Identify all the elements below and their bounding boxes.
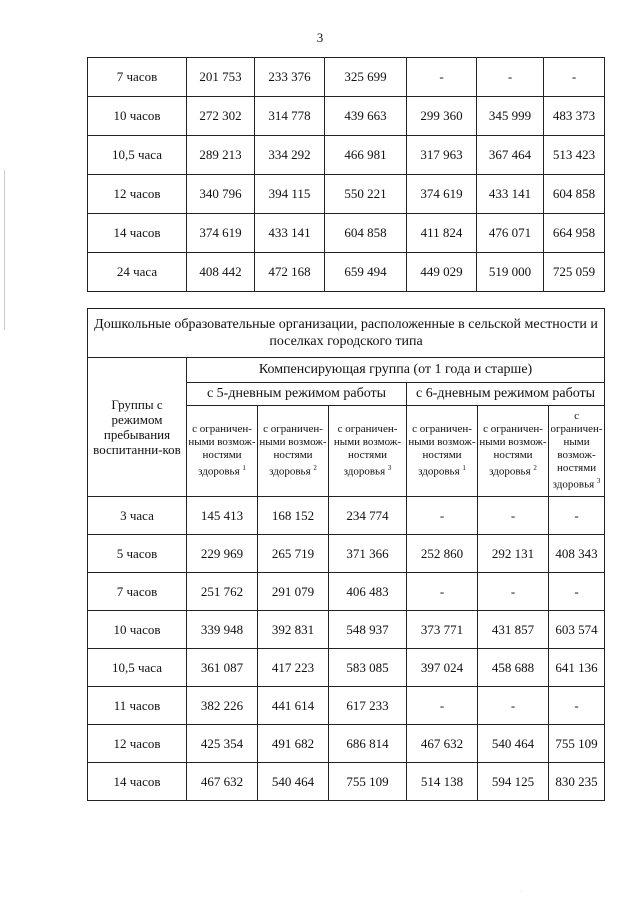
value-cell: 604 858	[325, 214, 407, 253]
value-cell: -	[407, 497, 478, 535]
row-label: 10 часов	[88, 611, 187, 649]
header-6-day: с 6-дневным режимом работы	[407, 383, 605, 406]
value-cell: -	[549, 687, 605, 725]
value-cell: -	[407, 573, 478, 611]
value-cell: 252 860	[407, 535, 478, 573]
value-cell: 617 233	[329, 687, 407, 725]
footnote-mark: 3	[596, 477, 601, 486]
column-header	[478, 406, 549, 497]
header-5-day: с 5-дневным режимом работы	[187, 383, 407, 406]
value-cell: 340 796	[187, 175, 255, 214]
value-cell: 755 109	[549, 725, 605, 763]
column-header-text: с ограничен-ными возмож-ностями здоровья	[259, 423, 327, 478]
value-cell: 431 857	[478, 611, 549, 649]
value-cell: 406 483	[329, 573, 407, 611]
footnote-mark: 3	[387, 464, 392, 473]
scan-edge-line	[4, 170, 5, 330]
rural-preschool-tariff-table	[87, 308, 605, 801]
value-cell: 441 614	[258, 687, 329, 725]
value-cell: 725 059	[544, 253, 605, 292]
value-cell: 519 000	[477, 253, 544, 292]
value-cell: 491 682	[258, 725, 329, 763]
row-label: 14 часов	[88, 214, 187, 253]
column-header	[258, 406, 329, 497]
value-cell: -	[407, 687, 478, 725]
value-cell: 466 981	[325, 136, 407, 175]
value-cell: 299 360	[407, 97, 477, 136]
value-cell: 397 024	[407, 649, 478, 687]
value-cell: 458 688	[478, 649, 549, 687]
value-cell: 265 719	[258, 535, 329, 573]
value-cell: -	[549, 497, 605, 535]
table-row	[88, 175, 605, 214]
value-cell: -	[549, 573, 605, 611]
value-cell: 272 302	[187, 97, 255, 136]
value-cell: 229 969	[187, 535, 258, 573]
row-label: 11 часов	[88, 687, 187, 725]
value-cell: -	[477, 58, 544, 97]
value-cell: 168 152	[258, 497, 329, 535]
value-cell: -	[407, 58, 477, 97]
row-label: 12 часов	[88, 725, 187, 763]
group-header: Группы с режимом пребывания воспитанни-ков	[88, 358, 187, 497]
value-cell: 291 079	[258, 573, 329, 611]
value-cell: 289 213	[187, 136, 255, 175]
value-cell: 641 136	[549, 649, 605, 687]
table-row	[88, 687, 605, 725]
value-cell: 408 343	[549, 535, 605, 573]
value-cell: 467 632	[407, 725, 478, 763]
value-cell: 513 423	[544, 136, 605, 175]
value-cell: 374 619	[407, 175, 477, 214]
value-cell: 433 141	[255, 214, 325, 253]
row-label: 10,5 часа	[88, 136, 187, 175]
row-label: 10 часов	[88, 97, 187, 136]
value-cell: 339 948	[187, 611, 258, 649]
value-cell: 411 824	[407, 214, 477, 253]
table-row	[88, 214, 605, 253]
table-row	[88, 535, 605, 573]
column-header	[407, 406, 478, 497]
value-cell: 686 814	[329, 725, 407, 763]
column-header-text: с ограничен-ными возмож-ностями здоровья	[188, 423, 256, 478]
value-cell: 472 168	[255, 253, 325, 292]
value-cell: 449 029	[407, 253, 477, 292]
row-label: 12 часов	[88, 175, 187, 214]
value-cell: 334 292	[255, 136, 325, 175]
row-label: 5 часов	[88, 535, 187, 573]
table-row	[88, 58, 605, 97]
value-cell: 292 131	[478, 535, 549, 573]
value-cell: 540 464	[258, 763, 329, 801]
value-cell: 408 442	[187, 253, 255, 292]
table-row	[88, 763, 605, 801]
footnote-mark: 2	[313, 464, 317, 473]
value-cell: 233 376	[255, 58, 325, 97]
table-row	[88, 97, 605, 136]
scan-mark: ·	[520, 889, 522, 895]
table-row	[88, 136, 605, 175]
value-cell: 251 762	[187, 573, 258, 611]
row-label: 7 часов	[88, 573, 187, 611]
value-cell: 367 464	[477, 136, 544, 175]
value-cell: 392 831	[258, 611, 329, 649]
value-cell: 317 963	[407, 136, 477, 175]
column-header	[549, 406, 605, 497]
value-cell: 371 366	[329, 535, 407, 573]
value-cell: -	[478, 573, 549, 611]
value-cell: 433 141	[477, 175, 544, 214]
value-cell: 476 071	[477, 214, 544, 253]
value-cell: -	[478, 497, 549, 535]
value-cell: 361 087	[187, 649, 258, 687]
value-cell: 145 413	[187, 497, 258, 535]
value-cell: 394 115	[255, 175, 325, 214]
value-cell: 583 085	[329, 649, 407, 687]
value-cell: -	[544, 58, 605, 97]
value-cell: 201 753	[187, 58, 255, 97]
column-header	[187, 406, 258, 497]
row-label: 14 часов	[88, 763, 187, 801]
row-label: 10,5 часа	[88, 649, 187, 687]
page-number: 3	[316, 30, 324, 45]
value-cell: 483 373	[544, 97, 605, 136]
column-header	[329, 406, 407, 497]
value-cell: 373 771	[407, 611, 478, 649]
table-row	[88, 573, 605, 611]
row-label: 24 часа	[88, 253, 187, 292]
value-cell: 550 221	[325, 175, 407, 214]
tariff-table-continued	[87, 57, 605, 292]
value-cell: 540 464	[478, 725, 549, 763]
value-cell: 382 226	[187, 687, 258, 725]
value-cell: 234 774	[329, 497, 407, 535]
main-header: Компенсирующая группа (от 1 года и старше)	[187, 358, 605, 383]
value-cell: 417 223	[258, 649, 329, 687]
value-cell: 514 138	[407, 763, 478, 801]
value-cell: 314 778	[255, 97, 325, 136]
value-cell: 345 999	[477, 97, 544, 136]
table-row	[88, 253, 605, 292]
value-cell: 664 958	[544, 214, 605, 253]
value-cell: 830 235	[549, 763, 605, 801]
row-label: 3 часа	[88, 497, 187, 535]
value-cell: 325 699	[325, 58, 407, 97]
column-header-text: с ограничен-ными возмож-ностями здоровья	[333, 423, 402, 478]
table-row	[88, 725, 605, 763]
footnote-mark: 2	[533, 464, 537, 473]
table-row	[88, 649, 605, 687]
table-row	[88, 497, 605, 535]
value-cell: 374 619	[187, 214, 255, 253]
footnote-mark: 1	[462, 464, 466, 473]
value-cell: 425 354	[187, 725, 258, 763]
column-header-text: с ограничен-ными возмож-ностями здоровья	[479, 423, 547, 478]
table-title: Дошкольные образовательные организации, расположенные в сельской местности и поселках городского типа	[88, 309, 605, 358]
table-row	[88, 611, 605, 649]
value-cell: -	[478, 687, 549, 725]
value-cell: 439 663	[325, 97, 407, 136]
row-label: 7 часов	[88, 58, 187, 97]
column-header-text: с ограничен-ными возмож-ностями здоровья	[550, 410, 603, 491]
value-cell: 467 632	[187, 763, 258, 801]
value-cell: 755 109	[329, 763, 407, 801]
footnote-mark: 1	[242, 464, 246, 473]
value-cell: 594 125	[478, 763, 549, 801]
value-cell: 603 574	[549, 611, 605, 649]
value-cell: 548 937	[329, 611, 407, 649]
column-header-text: с ограничен-ными возмож-ностями здоровья	[408, 423, 476, 478]
value-cell: 659 494	[325, 253, 407, 292]
value-cell: 604 858	[544, 175, 605, 214]
